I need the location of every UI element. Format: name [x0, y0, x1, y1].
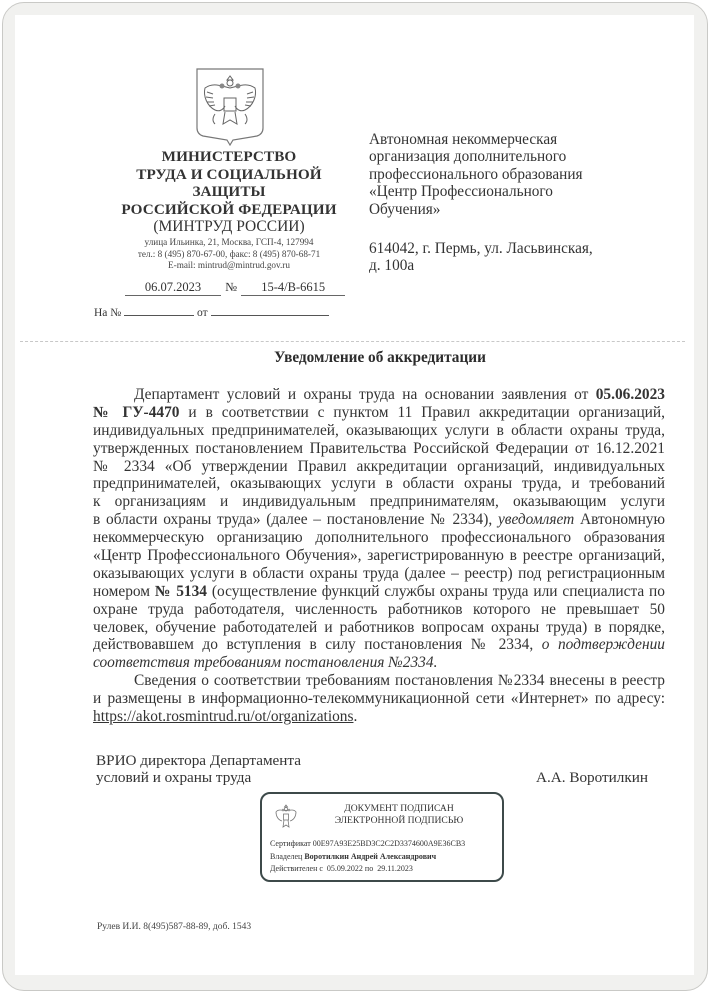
- body-line: [93, 404, 665, 422]
- body-line: № 2334 «Об утверждении Правил аккредитации организаций, индивидуальных: [93, 457, 665, 475]
- ministry-phone-fax: тел.: 8 (495) 870-67-00, факс: 8 (495) 870-68-71: [137, 248, 321, 259]
- certificate-row: [270, 838, 465, 851]
- certificate-value: 00E97A93E25BD3C2C2D3374600A9E36CB3: [312, 839, 466, 848]
- document-title: Уведомление об аккредитации: [274, 349, 486, 366]
- recipient-name-line: организация дополнительного: [369, 148, 567, 166]
- ministry-name: [100, 148, 358, 218]
- body-line: к организациям и индивидуальным предпринимателям, оказывающим услуги: [93, 493, 665, 511]
- owner-value: Воротилкин Андрей Александрович: [304, 851, 437, 861]
- signatory-name: А.А. Воротилкин: [536, 769, 649, 786]
- body-line: соответствия требованиям постановления №2334.: [93, 654, 438, 672]
- stamp-details: [270, 838, 465, 876]
- stamp-header-line: ЭЛЕКТРОННОЙ ПОДПИСЬЮ: [334, 814, 464, 826]
- outgoing-date: 06.07.2023: [125, 280, 221, 296]
- text-italic: уведомляет: [497, 511, 575, 529]
- text: Департамент условий и охраны труда на основании заявления от: [134, 386, 596, 403]
- recipient-name-line: профессионального образования: [369, 165, 583, 183]
- signatory-role-line: ВРИО директора Департамента: [96, 752, 301, 769]
- reference-line: [94, 305, 329, 319]
- text: (осуществление функций службы охраны труда или специалиста по: [207, 582, 665, 600]
- outgoing-number: 15-4/В-6615: [241, 280, 345, 296]
- body-line: [93, 636, 665, 654]
- valid-to-label: по: [364, 864, 374, 873]
- ministry-name-line: ТРУДА И СОЦИАЛЬНОЙ: [136, 165, 322, 183]
- ministry-street: улица Ильинка, 21, Москва, ГСП-4, 127994: [144, 237, 314, 247]
- body-line: [93, 511, 665, 529]
- executor-contact: Рулев И.И. 8(495)587-88-89, доб. 1543: [97, 922, 252, 932]
- valid-from: 05.09.2022: [326, 864, 363, 873]
- stamp-header-line: ДОКУМЕНТ ПОДПИСАН: [344, 803, 454, 814]
- body-line: и размещены в информационно-телекоммуникационной сети «Интернет» по адресу:: [93, 690, 665, 708]
- recipient-address-line: д. 100а: [369, 257, 415, 275]
- body-line: «Центр Профессионального Обучения», зарегистрированную в реестре организаций,: [93, 547, 665, 565]
- body-line: [93, 386, 665, 404]
- body-line: оказывающих услуги в области охраны труда (далее – реестр) под регистрационным: [93, 564, 665, 582]
- ministry-name-line: РОССИЙСКОЙ ФЕДЕРАЦИИ: [121, 200, 337, 218]
- valid-to: 29.11.2023: [377, 864, 413, 873]
- text: в области охраны труда» (далее – постановление № 2334),: [93, 511, 498, 529]
- body-line: [93, 583, 665, 601]
- text: .: [353, 708, 358, 726]
- body-line: охране труда работодателя, численность работников которого не превышает 50: [93, 600, 665, 618]
- body-line: Сведения о соответствии требованиям постановления №2334 внесены в реестр: [134, 672, 665, 690]
- body-line: утвержденных постановлением Правительства Российской Федерации от 16.12.2021: [93, 439, 665, 457]
- ministry-short-name: (МИНТРУД РОССИИ): [153, 218, 305, 235]
- number-label: №: [225, 280, 238, 294]
- valid-label: Действителен с: [270, 864, 323, 873]
- registration-line: [125, 280, 345, 296]
- registry-number: № 5134: [154, 582, 208, 600]
- recipient-address: [369, 240, 659, 275]
- recipient-name: [369, 131, 659, 218]
- text: действовавшем до вступления в силу постановления № 2334,: [93, 636, 542, 654]
- owner-label: Владелец: [270, 851, 303, 861]
- text: Автономную: [574, 511, 665, 529]
- stamp-header: [306, 803, 492, 826]
- body-line: некоммерческую организацию дополнительного профессионального образования: [93, 529, 665, 547]
- application-date: 05.06.2023: [595, 386, 665, 403]
- signatory-role-line: условий и охраны труда: [96, 769, 252, 787]
- certificate-label: Сертификат: [270, 839, 311, 848]
- owner-row: [270, 851, 465, 864]
- recipient-name-line: Обучения»: [369, 200, 441, 218]
- ref-date-blank: [211, 305, 329, 316]
- recipient-name-line: «Центр Профессионального: [369, 183, 553, 201]
- text-italic: о подтверждении: [541, 636, 666, 654]
- russian-coat-of-arms-icon: [193, 66, 267, 146]
- document-body: [93, 386, 665, 726]
- ref-number-label: На №: [94, 307, 122, 319]
- application-number: № ГУ-4470: [93, 403, 180, 421]
- header-separator: [20, 341, 685, 342]
- ministry-email: E-mail: mintrud@mintrud.gov.ru: [168, 260, 290, 270]
- body-line: предпринимателей, оказывающих услуги в области охраны труда, и требований: [93, 475, 665, 493]
- ref-from-label: от: [197, 307, 208, 319]
- russian-coat-of-arms-icon: [274, 802, 298, 830]
- ministry-name-line: ЗАЩИТЫ: [192, 183, 266, 200]
- signatory-role: [96, 752, 301, 787]
- ref-number-blank: [124, 305, 194, 316]
- recipient-address-line: 614042, г. Пермь, ул. Ласьвинская,: [369, 240, 593, 257]
- body-line: человек, обучение работодателей и работников вопросам охраны труда) в порядке,: [93, 618, 665, 636]
- registry-link[interactable]: https://akot.rosmintrud.ru/ot/organizations: [93, 708, 354, 726]
- recipient-name-line: Автономная некоммерческая: [369, 131, 558, 148]
- body-line: [93, 708, 665, 726]
- text: и в соответствии с пунктом 11 Правил аккредитации организаций,: [179, 403, 665, 421]
- text: номером: [93, 582, 155, 600]
- ministry-address: [100, 237, 358, 272]
- e-signature-stamp: [260, 792, 504, 882]
- ministry-name-line: МИНИСТЕРСТВО: [161, 148, 297, 165]
- body-line: индивидуальных предпринимателей, оказывающих услуги в области охраны труда,: [93, 421, 665, 439]
- validity-row: [270, 863, 465, 876]
